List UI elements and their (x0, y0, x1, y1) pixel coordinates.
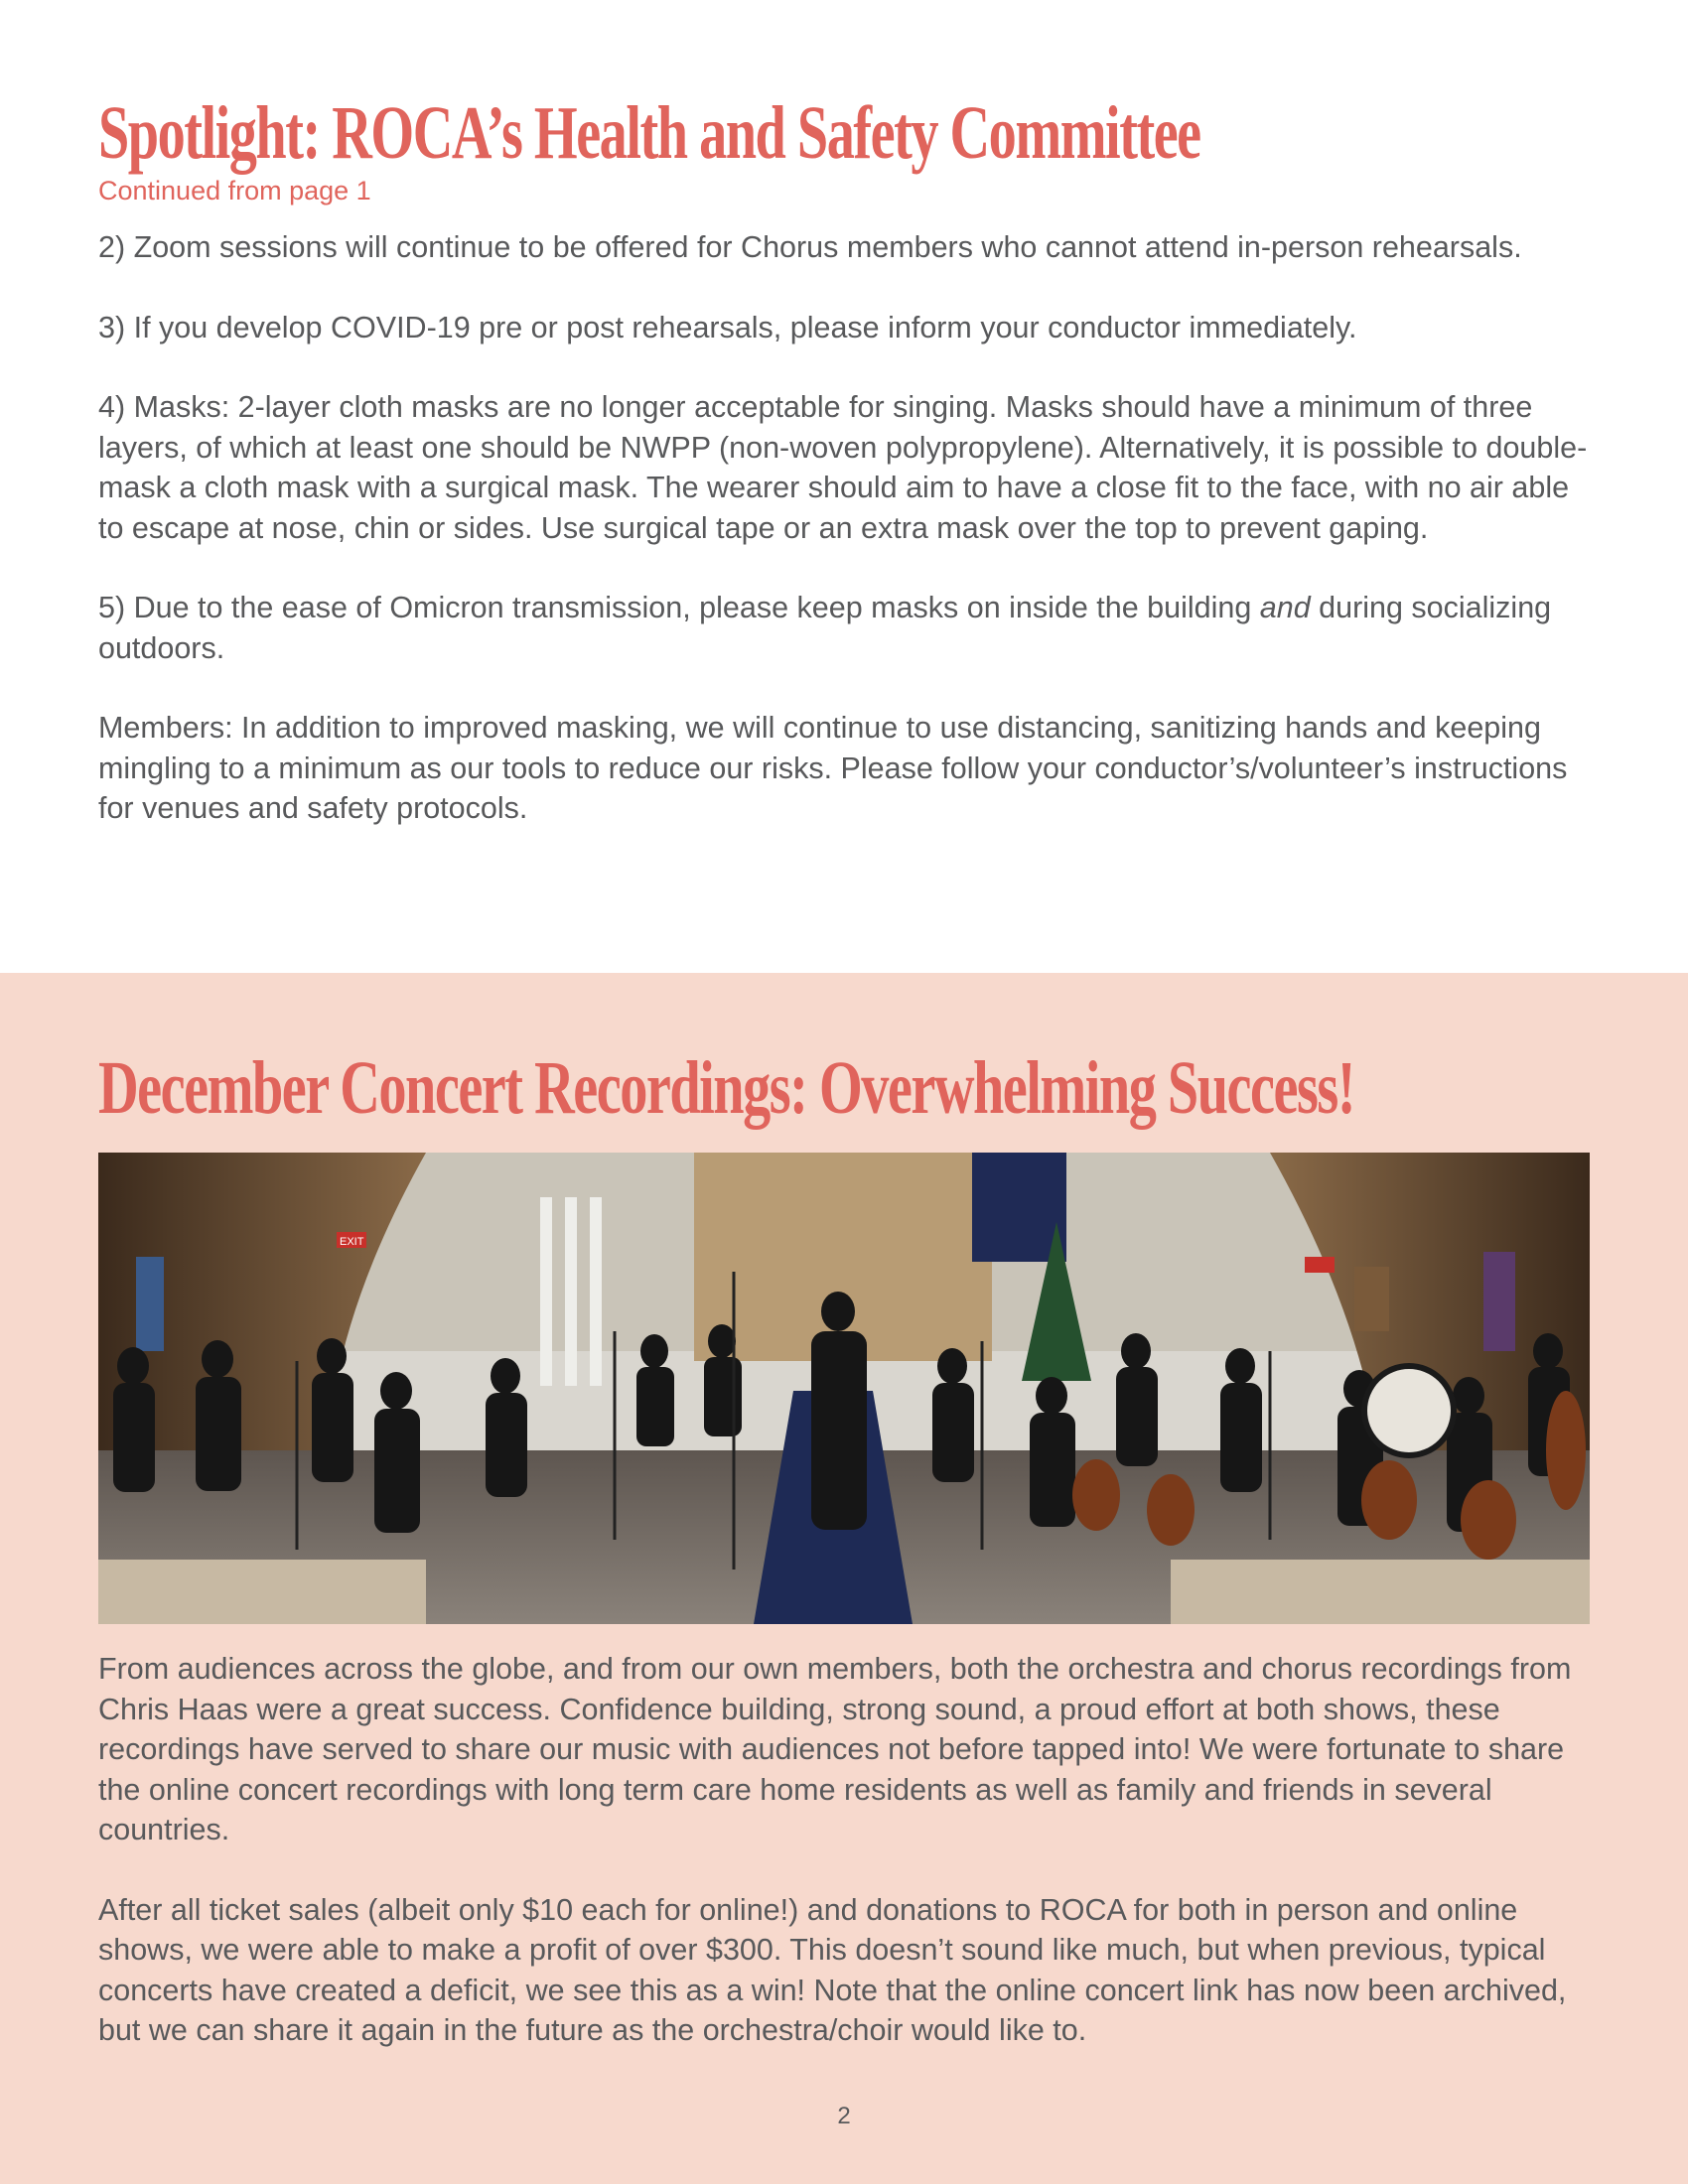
paragraph-omicron (98, 588, 1598, 668)
page-number: 2 (837, 2103, 851, 2129)
text-run: 5) Due to the ease of Omicron transmission, please keep masks on inside the building (98, 591, 1260, 624)
exit-sign: EXIT (340, 1236, 364, 1248)
concert-recordings-body (98, 1649, 1598, 2091)
paragraph: From audiences across the globe, and from our own members, both the orchestra and chorus recordings from Chris Haas were a great success. Confidence building, strong sound, a proud effort at both shows, these recordings have served to share our music with audiences not before tapped into! We were fortunate to share the online concert recordings with long term care home residents as well as family and friends in several countries. (98, 1652, 1572, 1846)
paragraph: 4) Masks: 2-layer cloth masks are no longer acceptable for singing. Masks should have a minimum of three layers, of which at least one should be NWPP (non-woven polypropylene). Alternatively, it is possible to double-mask a cloth mask with a surgical mask. The wearer should aim to have a close fit to the face, with no air able to escape at nose, chin or sides. Use surgical tape or an extra mask over the top to prevent gaping. (98, 390, 1588, 545)
text-run: during socializing outdoors. (98, 591, 1552, 665)
paragraph: After all ticket sales (albeit only $10 each for online!) and donations to ROCA for both in person and online shows, we were able to make a profit of over $300. This doesn’t sound like much, but when previous, typical concerts have created a deficit, we see this as a win! Note that the online concert link has now been archived, but we can share it again in the future as the orchestra/choir would like to. (98, 1892, 1567, 2047)
paragraph: 3) If you develop COVID-19 pre or post rehearsals, please inform your conductor immediately. (98, 310, 1357, 344)
paragraph: Members: In addition to improved masking, we will continue to use distancing, sanitizing hands and keeping mingling to a minimum as our tools to reduce our risks. Please follow your conductor’s/volunteer’s instructions for venues and safety protocols. (98, 711, 1568, 825)
health-safety-body (98, 227, 1598, 869)
paragraph: 2) Zoom sessions will continue to be offered for Chorus members who cannot attend in-person rehearsals. (98, 230, 1522, 264)
emphasis: and (1259, 591, 1311, 624)
health-safety-section (0, 0, 1688, 973)
health-safety-title: Spotlight: ROCA’s Health and Safety Committee (98, 91, 1200, 175)
concert-recordings-title: December Concert Recordings: Overwhelming Success! (98, 1046, 1355, 1130)
orchestra-photo (98, 1153, 1590, 1624)
continued-note: Continued from page 1 (98, 176, 371, 205)
